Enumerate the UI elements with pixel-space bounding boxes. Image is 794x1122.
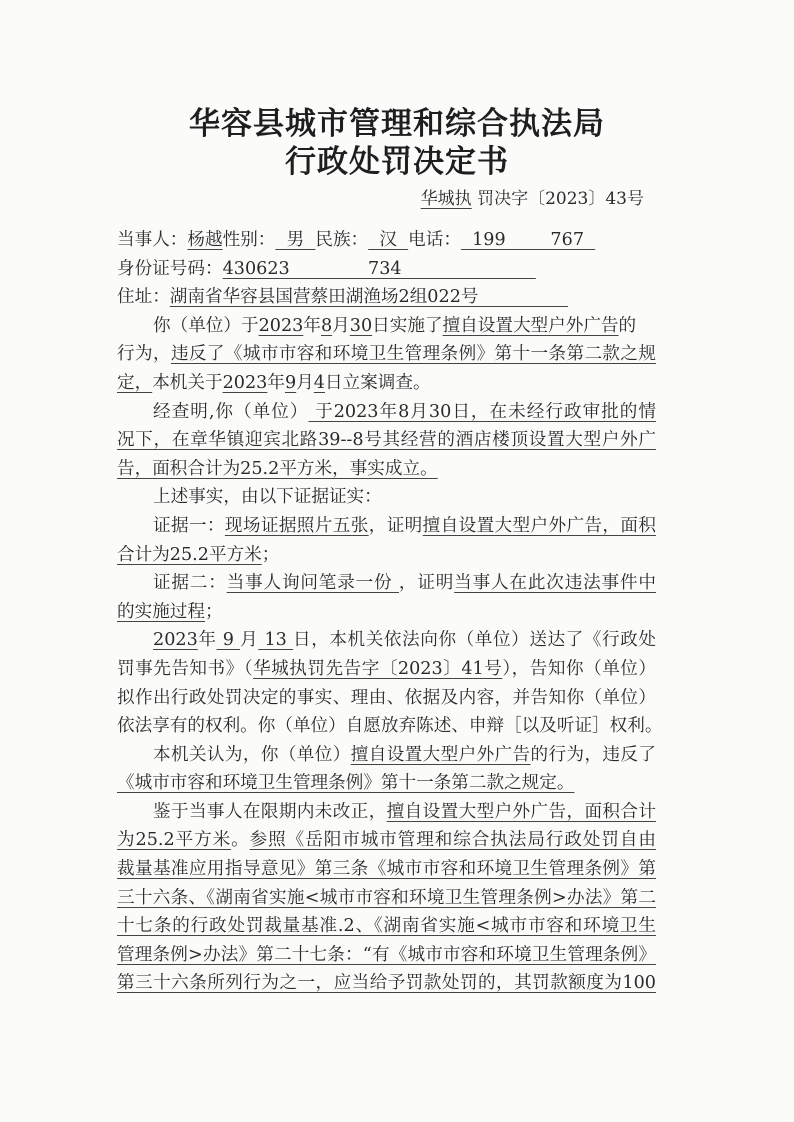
text-segment: 你（单位）于 — [153, 315, 259, 336]
text-line — [117, 826, 656, 855]
filled-field: 为25.2平方米 — [117, 830, 232, 851]
document-number — [421, 184, 644, 209]
filled-field: 当事人询问笔录一份 — [226, 573, 399, 594]
text-line — [117, 798, 656, 827]
text-line — [117, 912, 656, 941]
text-segment: 月 — [296, 372, 314, 393]
text-segment: 的行为，违反了 — [530, 744, 656, 765]
issuing-authority-title: 华容县城市管理和综合执法局 — [189, 106, 605, 142]
document-number-prefix: 华城执 — [420, 189, 472, 209]
text-segment: 年 — [303, 315, 321, 336]
filled-field: 擅自设置大型户外广告 — [442, 315, 619, 336]
text-line — [117, 855, 656, 884]
filled-field: 裁量基准应用指导意见》第三条《城市市容和环境卫生管理条例》第 — [117, 859, 656, 880]
document-body — [117, 226, 663, 998]
text-line — [117, 283, 656, 312]
text-segment: 身份证号码： — [117, 258, 223, 279]
filled-field: 430623 734 — [222, 258, 536, 279]
filled-field: 定， — [117, 372, 153, 393]
text-line — [117, 541, 656, 570]
text-segment: 日，本机关依法向你（单位）送达了《行政处 — [293, 630, 656, 651]
text-segment: 本机关于 — [152, 372, 223, 393]
text-line — [117, 769, 656, 798]
text-line — [117, 398, 656, 427]
text-segment: 行为， — [117, 344, 171, 365]
text-segment: 月 — [332, 315, 350, 336]
filled-field: 第三十六条所列行为之一，应当给予罚款处罚的，其罚款额度为100 — [117, 973, 656, 994]
text-line — [117, 712, 663, 741]
text-segment: 民族： — [315, 230, 369, 250]
filled-field: 违反了《城市市容和环境卫生管理条例》第十一条第二款之规 — [170, 344, 656, 365]
text-segment: 的 — [618, 315, 637, 336]
text-line — [117, 512, 656, 541]
text-line — [117, 569, 656, 598]
filled-field: 《城市市容和环境卫生管理条例》第十一条第二款之规定。 — [117, 773, 575, 794]
filled-field: 的实施过程 — [117, 601, 205, 622]
text-segment: 依法享有的权利。你（单位）自愿放弃陈述、申辩［以及听证］权利。 — [117, 716, 663, 737]
text-segment: 当事人： — [117, 230, 188, 250]
text-line — [117, 455, 656, 484]
text-segment: ； — [261, 544, 280, 565]
filled-field: 8 — [320, 315, 333, 336]
text-line — [117, 884, 656, 913]
text-segment: 日立案调查。 — [325, 372, 431, 393]
text-line — [117, 741, 656, 770]
text-line — [117, 255, 656, 284]
filled-field: 湖南省华容县国营蔡田湖渔场2组022号 — [169, 287, 568, 308]
text-line — [117, 226, 656, 255]
filled-field: 告，面积合计为25.2平方米，事实成立。 — [117, 458, 438, 479]
filled-field: 于2023年8月30日，在未经行政审批的情 — [308, 401, 657, 422]
text-line — [117, 969, 656, 998]
text-line — [117, 598, 656, 627]
text-line — [117, 941, 656, 970]
text-segment: 鉴于当事人在限期内未改正， — [153, 801, 387, 822]
text-segment: 住址： — [117, 287, 170, 308]
filled-field: 男 — [275, 230, 316, 250]
text-segment: 性别： — [222, 230, 276, 250]
text-segment: 经查明,你（单位） — [153, 401, 309, 422]
text-segment: 证据二： — [153, 573, 227, 594]
filled-field: 三十六条、《湖南省实施<城市市容和环境卫生管理条例>办法》第二 — [117, 887, 656, 908]
filled-field: 199 767 — [460, 230, 596, 250]
text-segment: 电话： — [408, 230, 461, 250]
filled-field: 参照《岳阳市城市管理和综合执法局行政处罚自由 — [249, 830, 656, 851]
filled-field: 9 — [216, 630, 241, 651]
filled-field: 4 — [313, 372, 325, 393]
filled-field: 管理条例>办法》第二十七条：“有《城市市容和环境卫生管理条例》 — [117, 944, 656, 965]
text-segment: 年 — [267, 372, 285, 393]
text-segment: 月 — [240, 630, 259, 651]
filled-field: 杨越 — [187, 230, 223, 250]
filled-field: 当事人在此次违法事件中 — [454, 573, 656, 594]
text-line — [117, 626, 656, 655]
filled-field: 30 — [349, 315, 373, 336]
text-segment: 年 — [197, 630, 217, 651]
filled-field: 2023 — [153, 630, 198, 651]
document-title: 行政处罚决定书 — [285, 144, 509, 180]
document-number-rest: 罚决字〔2023〕43号 — [477, 189, 644, 209]
text-segment: 本机关认为，你（单位） — [153, 744, 351, 765]
filled-field: 现场证据照片五张 — [224, 515, 369, 536]
text-segment: 拟作出行政处罚决定的事实、理由、依据及内容，并告知你（单位） — [117, 687, 656, 708]
text-line — [117, 426, 656, 455]
filled-field: 汉 — [368, 230, 409, 250]
filled-field: 13 — [258, 630, 294, 651]
text-segment: 上述事实，由以下证据证实： — [153, 487, 382, 508]
filled-field: 2023 — [222, 372, 268, 393]
text-segment: ，证明 — [368, 515, 423, 536]
text-line — [117, 655, 656, 684]
text-segment: ； — [204, 601, 223, 622]
text-segment: 日实施了 — [372, 315, 443, 336]
text-segment: ，证明 — [398, 573, 455, 594]
text-line — [117, 483, 656, 512]
filled-field: 9 — [284, 372, 297, 393]
text-line — [117, 684, 656, 713]
filled-field: 华城执罚先告字〔2023〕41号 — [253, 658, 503, 679]
filled-field: 擅自设置大型户外广告 — [350, 744, 531, 765]
text-segment: 。 — [231, 830, 250, 851]
filled-field: 十七条的行政处罚裁量基准.2、《湖南省实施<城市市容和环境卫生 — [117, 916, 656, 937]
filled-field: 擅自设置大型户外广告，面积合计 — [386, 801, 656, 822]
text-line — [117, 340, 656, 369]
text-line — [117, 312, 656, 341]
text-line — [117, 369, 656, 398]
text-segment: ），告知你（单位） — [502, 658, 657, 679]
filled-field: 况下，在章华镇迎宾北路39--8号其经营的酒店楼顶设置大型户外广 — [117, 430, 656, 451]
text-segment: 罚事先告知书》（ — [117, 658, 254, 679]
filled-field: 合计为25.2平方米 — [117, 544, 262, 565]
filled-field: 2023 — [258, 315, 304, 336]
text-segment: 证据一： — [153, 515, 225, 536]
filled-field: 擅自设置大型户外广告，面积 — [422, 515, 656, 536]
